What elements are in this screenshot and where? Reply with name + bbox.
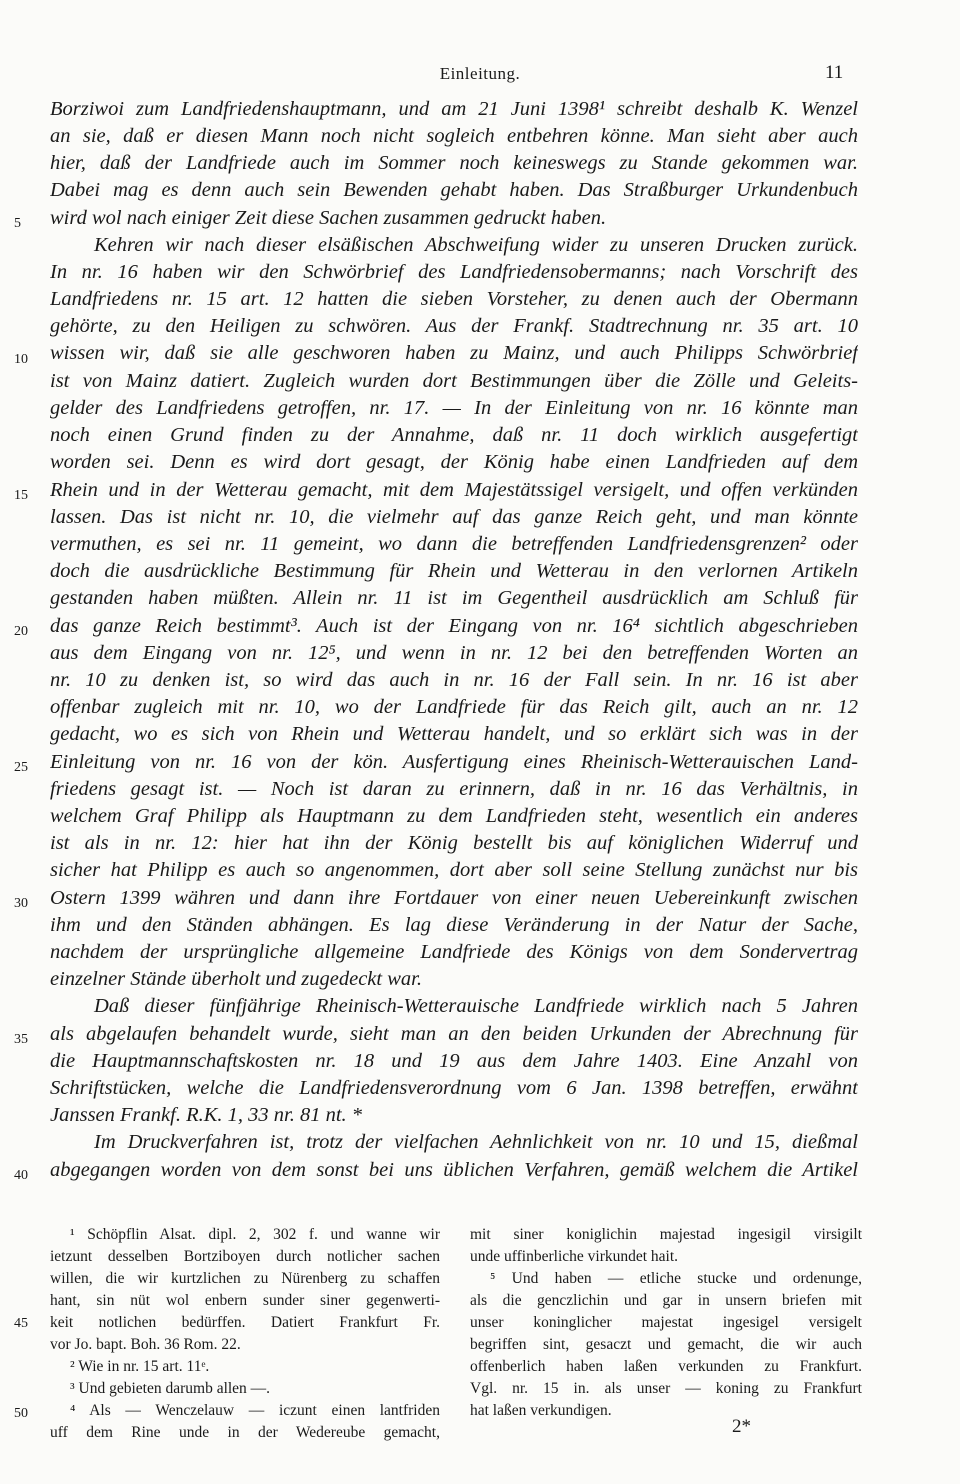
text-line: worden sei. Denn es wird dort gesagt, der König habe einen Landfrieden auf dem [50, 451, 858, 473]
text-line: vermuthen, es sei nr. 11 gemeint, wo dann die betreffenden Landfriedensgrenzen² oder [50, 533, 858, 555]
text-line: Janssen Frankf. R.K. 1, 33 nr. 81 nt. * [50, 1104, 363, 1126]
text-line: doch die ausdrückliche Bestimmung für Rhein und Wetterau in den verlornen Artikeln [50, 560, 858, 582]
text-line: wird wol nach einiger Zeit diese Sachen zusammen gedruckt haben. [50, 207, 607, 229]
footnote-line: ⁵ Und haben — etliche stucke und ordenunge, [490, 1270, 862, 1287]
text-line: Dabei mag es denn auch sein Bewenden gehabt haben. Das Straßburger Urkundenbuch [50, 179, 858, 201]
footnote-line: willen, die wir kurtzlichen zu Nürenberg zu schaffen [50, 1270, 440, 1287]
text-line: nr. 10 zu denken ist, so wird das auch in nr. 16 der Fall sein. In nr. 16 ist aber [50, 669, 858, 691]
text-line: ist als in nr. 12: hier hat ihn der König bestellt bis auf königlichen Widerruf und [50, 832, 858, 854]
text-line: hier, daß der Landfriede auch im Sommer noch keineswegs zu Stande gekommen war. [50, 152, 858, 174]
header-title: Einleitung. [439, 64, 521, 83]
footnote-line: vor Jo. bapt. Boh. 36 Rom. 22. [50, 1336, 241, 1353]
text-line: ihm und den Ständen abhängen. Es lag diese Veränderung in der Natur der Sache, [50, 914, 858, 936]
line-number: 50 [14, 1406, 28, 1421]
line-number: 10 [14, 352, 28, 367]
line-number: 20 [14, 624, 28, 639]
text-line: gestanden haben müßten. Allein nr. 11 ist im Gegentheil ausdrücklich am Schluß für [50, 587, 858, 609]
text-line: ist von Mainz datiert. Zugleich wurden dort Bestimmungen über die Zölle und Geleits- [50, 370, 858, 392]
text-line: lassen. Das ist nicht nr. 10, die vielmehr auf das ganze Reich geht, und man könnte [50, 506, 858, 528]
text-line: wissen wir, daß sie alle geschworen haben zu Mainz, und auch Philipps Schwörbrief [50, 342, 858, 364]
footnote-line: unser koninglicher majestat ingesigel versigelt [470, 1314, 862, 1331]
text-line: nachdem der ursprüngliche allgemeine Landfriede des Königs von dem Sondervertrag [50, 941, 858, 963]
text-line: In nr. 16 haben wir den Schwörbrief des Landfriedensobermanns; nach Vorschrift des [50, 261, 858, 283]
text-line: aus dem Eingang von nr. 12⁵, und wenn in nr. 12 bei den betreffenden Worten an [50, 642, 858, 664]
text-line: welchem Graf Philipp als Hauptmann zu dem Landfrieden steht, wesentlich ein anderes [50, 805, 858, 827]
footnote-line: ³ Und gebieten darumb allen —. [70, 1380, 271, 1397]
line-number: 45 [14, 1316, 28, 1331]
text-line: Landfriedens nr. 15 art. 12 hatten die sieben Vorsteher, zu denen auch der Obermann [50, 288, 858, 310]
footnote-line: Vgl. nr. 15 in. als unser — koning zu Frankfurt [470, 1380, 862, 1397]
text-line: gelder des Landfriedens getroffen, nr. 17. — In der Einleitung von nr. 16 könnte man [50, 397, 858, 419]
footnote-line: hant, sin nüt wol enbern sunder siner gegenwerti- [50, 1292, 440, 1309]
footnote-line: als die genczlichin und gar in unsern briefen mit [470, 1292, 862, 1309]
footnote-line: keit notlichen bedürffen. Datiert Frankfurt Fr. [50, 1314, 440, 1331]
footnote-line: ² Wie in nr. 15 art. 11ᵉ. [70, 1358, 210, 1375]
line-number: 30 [14, 896, 28, 911]
footnote-line: ⁴ Als — Wenczelauw — iczunt einen lantfriden [70, 1402, 440, 1419]
footnote-line: unde uffinberliche virkundet hait. [470, 1248, 679, 1265]
text-line: Einleitung von nr. 16 von der kön. Ausfertigung eines Rheinisch-Wetterauischen Land- [50, 751, 858, 773]
footnote-line: begriffen sint, gesaczt und gemacht, die wir auch [470, 1336, 862, 1353]
footnote-line: uff dem Rine unde in der Wedereube gemacht, [50, 1424, 440, 1441]
text-line: gedacht, wo es sich von Rhein und Wetterau handelt, und so erklärt sich was in der [50, 723, 858, 745]
line-number: 5 [14, 216, 21, 231]
text-line: Ostern 1399 währen und dann ihre Fortdauer von einer neuen Uebereinkunft zwischen [50, 887, 858, 909]
footnote-line: mit siner koniglichin majestad ingesigil virsigilt [470, 1226, 862, 1243]
page-number: 11 [825, 62, 844, 83]
text-line: die Hauptmannschaftskosten nr. 18 und 19 aus dem Jahre 1403. Eine Anzahl von [50, 1050, 858, 1072]
line-number: 40 [14, 1168, 28, 1183]
text-line: friedens gesagt ist. — Noch ist daran zu erinnern, daß in nr. 16 das Verhältnis, in [50, 778, 858, 800]
footnote-line: ¹ Schöpflin Alsat. dipl. 2, 302 f. und wanne wir [70, 1226, 440, 1243]
text-line: Kehren wir nach dieser elsäßischen Abschweifung wider zu unseren Drucken zurück. [94, 234, 858, 256]
signature-mark: 2* [732, 1416, 751, 1437]
line-number: 25 [14, 760, 28, 775]
text-line: offenbar zugleich mit nr. 10, wo der Landfriede für das Reich gilt, auch an nr. 12 [50, 696, 858, 718]
footnote-line: offenberlich haben laßen verkunden zu Frankfurt. [470, 1358, 862, 1375]
text-line: gehörte, zu den Heiligen zu schwören. Aus der Frankf. Stadtrechnung nr. 35 art. 10 [50, 315, 858, 337]
text-line: Daß dieser fünfjährige Rheinisch-Wetterauische Landfriede wirklich nach 5 Jahren [94, 995, 858, 1017]
text-line: Im Druckverfahren ist, trotz der vielfachen Aehnlichkeit von nr. 10 und 15, dießmal [94, 1131, 858, 1153]
text-line: das ganze Reich bestimmt³. Auch ist der Eingang von nr. 16⁴ sichtlich abgeschrieben [50, 615, 858, 637]
text-line: einzelner Stände überholt und zugedeckt war. [50, 968, 422, 990]
text-line: Rhein und in der Wetterau gemacht, mit dem Majestätssigel versigelt, und offen verkünden [50, 479, 858, 501]
text-line: noch einen Grund finden zu der Annahme, daß nr. 11 doch wirklich ausgefertigt [50, 424, 858, 446]
line-number: 15 [14, 488, 28, 503]
text-line: an sie, daß er diesen Mann noch nicht sogleich entbehren könne. Man sieht aber auch [50, 125, 858, 147]
text-line: Schriftstücken, welche die Landfriedensverordnung vom 6 Jan. 1398 betreffen, erwähnt [50, 1077, 858, 1099]
text-line: abgegangen worden von dem sonst bei uns üblichen Verfahren, gemäß welchem die Artikel [50, 1159, 858, 1181]
footnote-line: ietzunt desselben Bortziboyen durch notlicher sachen [50, 1248, 440, 1265]
text-line: als abgelaufen behandelt wurde, sieht man an den beiden Urkunden der Abrechnung für [50, 1023, 858, 1045]
line-number: 35 [14, 1032, 28, 1047]
text-line: sicher hat Philipp es auch so angenommen, dort aber soll seine Stellung zunächst nur bis [50, 859, 858, 881]
text-line: Borziwoi zum Landfriedenshauptmann, und am 21 Juni 1398¹ schreibt deshalb K. Wenzel [50, 98, 858, 120]
footnote-line: hat laßen verkundigen. [470, 1402, 612, 1419]
